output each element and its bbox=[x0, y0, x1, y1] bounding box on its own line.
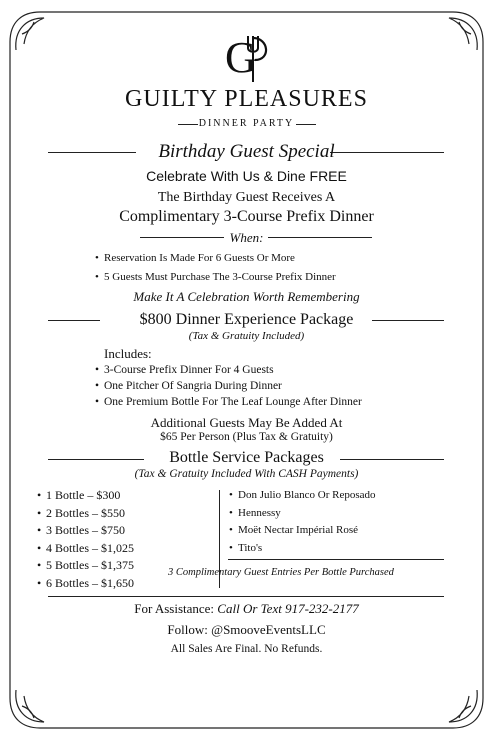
assistance-label: For Assistance: bbox=[134, 601, 215, 616]
list-item: • 5 Guests Must Purchase The 3-Course Prefix Dinner bbox=[104, 268, 336, 287]
birthday-conditions bbox=[104, 249, 336, 287]
list-item: • Hennessy bbox=[238, 505, 375, 523]
list-item: • 3-Course Prefix Dinner For 4 Guests bbox=[104, 362, 362, 378]
list-item: • 5 Bottles – $1,375 bbox=[46, 557, 134, 575]
bottles-heading: Bottle Service Packages bbox=[169, 449, 324, 466]
svg-text:G: G bbox=[224, 33, 257, 82]
extra-guests-line1: Additional Guests May Be Added At bbox=[150, 415, 343, 430]
extra-guests-line2: $65 Per Person (Plus Tax & Gratuity) bbox=[160, 431, 333, 443]
birthday-tagline: Celebrate With Us & Dine FREE bbox=[146, 168, 347, 184]
divider bbox=[228, 559, 444, 560]
birthday-heading: Birthday Guest Special bbox=[158, 141, 335, 162]
entries-note: 3 Complimentary Guest Entries Per Bottle Purchased bbox=[168, 567, 394, 578]
subtitle-rule-right bbox=[296, 124, 316, 125]
package-note: (Tax & Gratuity Included) bbox=[188, 330, 305, 342]
list-item: • 4 Bottles – $1,025 bbox=[46, 540, 134, 558]
list-item: • Reservation Is Made For 6 Guests Or More bbox=[104, 249, 336, 268]
policy-text: All Sales Are Final. No Refunds. bbox=[170, 643, 323, 655]
subtitle-rule-left bbox=[178, 124, 198, 125]
list-item: • Don Julio Blanco Or Reposado bbox=[238, 487, 375, 505]
birthday-closing: Make It A Celebration Worth Remembering bbox=[133, 289, 360, 304]
list-item: • One Premium Bottle For The Leaf Lounge After Dinner bbox=[104, 394, 362, 410]
list-item: • 2 Bottles – $550 bbox=[46, 505, 134, 523]
list-item: • One Pitcher Of Sangria During Dinner bbox=[104, 378, 362, 394]
phone-contact[interactable]: Call Or Text 917-232-2177 bbox=[217, 601, 359, 616]
assistance-line bbox=[0, 601, 493, 617]
logo-monogram bbox=[0, 28, 493, 91]
social-handle-link[interactable]: @SmooveEventsLLC bbox=[211, 622, 326, 637]
fork-monogram-icon bbox=[217, 28, 277, 86]
brand-name: GUILTY PLEASURES bbox=[125, 86, 368, 112]
bottles-note: (Tax & Gratuity Included With CASH Payments) bbox=[134, 468, 359, 480]
list-item: • 3 Bottles – $750 bbox=[46, 522, 134, 540]
bottle-brand-list bbox=[238, 487, 375, 557]
package-heading: $800 Dinner Experience Package bbox=[139, 311, 354, 328]
list-item: • Tito's bbox=[238, 540, 375, 558]
follow-line bbox=[0, 622, 493, 638]
list-item: • Moët Nectar Impérial Rosé bbox=[238, 522, 375, 540]
follow-label: Follow: bbox=[167, 622, 208, 637]
includes-label: Includes: bbox=[104, 346, 152, 361]
birthday-line1: The Birthday Guest Receives A bbox=[157, 190, 336, 205]
package-items bbox=[104, 362, 362, 410]
when-label: When: bbox=[229, 230, 264, 245]
birthday-line2: Complimentary 3-Course Prefix Dinner bbox=[119, 208, 374, 225]
brand-subtitle: DINNER PARTY bbox=[198, 118, 295, 129]
list-item: • 1 Bottle – $300 bbox=[46, 487, 134, 505]
list-item: • 6 Bottles – $1,650 bbox=[46, 575, 134, 593]
bottle-price-list bbox=[46, 487, 134, 592]
divider bbox=[48, 596, 444, 597]
